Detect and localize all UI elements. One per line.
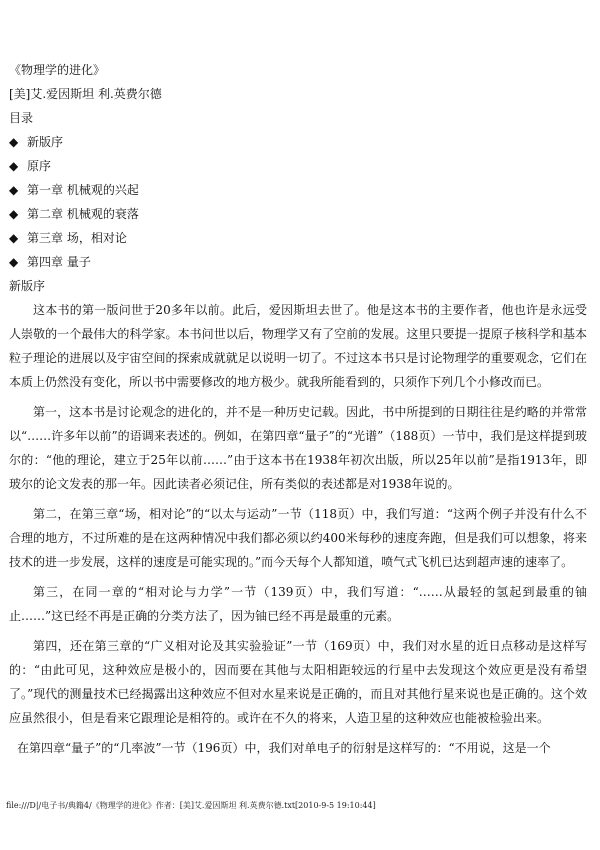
toc-item-label: 第一章 机械观的兴起 — [27, 183, 139, 197]
book-title: 《物理学的进化》 — [9, 63, 106, 77]
paragraph: 第二，在第三章“场，相对论”的“以太与运动”一节（118页）中，我们写道：“这两个例子并没有什么不合理的地方，不过所难的是在这两种情况中我们都必须以约400米每秒的速度奔跑，但是我们可以想象，将来技术的进一步发展，这样的速度是可能实现的。”而今天每个人都知道，喷气式飞机已达到超声速的速率了。 — [9, 507, 587, 569]
paragraph: 第四，还在第三章的“广义相对论及其实验验证”一节（169页）中，我们对水星的近日点移动是这样写的：“由此可见，这种效应是极小的，因而要在其他与太阳相距较远的行星中去发现这个效应更是没有希望了。”现代的测量技术已经揭露出这种效应不但对水星来说是正确的，而且对其他行星来说也是正确的。这个效应虽然很小，但是看来它跟理论是相符的。或许在不久的将来，人造卫星的这种效应也能被检验出来。 — [9, 639, 587, 725]
toc-item-label: 新版序 — [27, 135, 64, 149]
toc-item-label: 第二章 机械观的衰落 — [27, 207, 139, 221]
document-body — [9, 58, 587, 766]
toc-item-label: 第三章 场，相对论 — [27, 231, 127, 245]
toc-item — [9, 178, 587, 202]
toc-item — [9, 250, 587, 274]
diamond-bullet-icon: ◆ — [9, 159, 19, 173]
diamond-bullet-icon: ◆ — [9, 207, 19, 221]
paragraph: 在第四章“量子”的“几率波”一节（196页）中，我们对单电子的衍射是这样写的：“不用说，这是一个 — [17, 741, 551, 755]
section-heading: 新版序 — [9, 279, 46, 293]
toc-item-label: 原序 — [27, 159, 52, 173]
toc-item — [9, 130, 587, 154]
toc-item — [9, 154, 587, 178]
diamond-bullet-icon: ◆ — [9, 183, 19, 197]
toc-item — [9, 226, 587, 250]
book-authors: [美]艾.爱因斯坦 利.英费尔德 — [9, 87, 162, 101]
paragraph: 第一，这本书是讨论观念的进化的，并不是一种历史记载。因此，书中所提到的日期往往是约略的并常常以“……许多年以前”的语调来表述的。例如，在第四章“量子”的“光谱”（188页）一节中，我们是这样提到玻尔的：“他的理论，建立于25年以前……”由于这本书在1938年初次出版，所以25年以前”是指1913年，即玻尔的论文发表的那一年。因此读者必须记住，所有类似的表述都是对1938年说的。 — [9, 405, 587, 491]
diamond-bullet-icon: ◆ — [9, 231, 19, 245]
toc-heading: 目录 — [9, 111, 34, 125]
toc-item-label: 第四章 量子 — [27, 255, 91, 269]
toc-item — [9, 202, 587, 226]
paragraph: 第三，在同一章的“相对论与力学”一节（139页）中，我们写道：“……从最轻的氢起到最重的铀止……”这已经不再是正确的分类方法了，因为铀已经不再是最重的元素。 — [9, 585, 587, 623]
paragraph: 这本书的第一版问世于20多年以前。此后，爱因斯坦去世了。他是这本书的主要作者，他也许是永远受人崇敬的一个最伟大的科学家。本书问世以后，物理学又有了空前的发展。这里只要提一提原子核科学和基本粒子理论的进展以及宇宙空间的探索成就就足以说明一切了。不过这本书只是讨论物理学的重要观念，它们在本质上仍然没有变化，所以书中需要修改的地方极少。就我所能看到的，只须作下列几个小修改而已。 — [9, 303, 587, 389]
toc-list — [9, 130, 587, 274]
file-path-footer: file:///D|/电子书/典籍4/《物理学的进化》作者：[美]艾.爱因斯坦 利.英费尔德.txt[2010-9-5 19:10:44] — [6, 801, 376, 810]
diamond-bullet-icon: ◆ — [9, 255, 19, 269]
diamond-bullet-icon: ◆ — [9, 135, 19, 149]
